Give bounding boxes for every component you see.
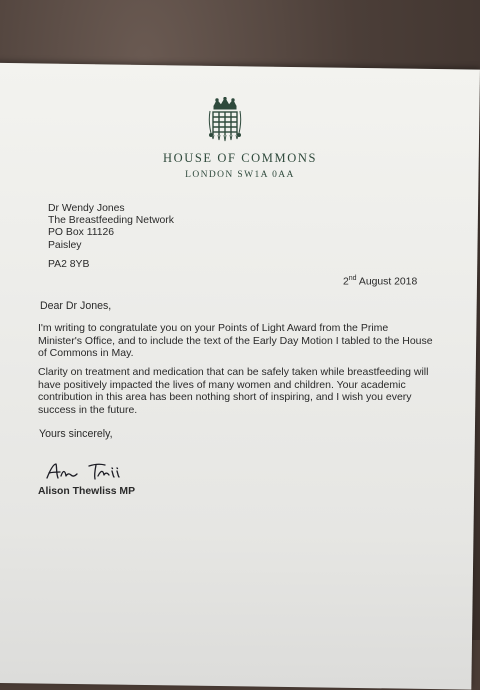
recipient-line: Paisley — [48, 239, 82, 251]
paragraph-line: Minister's Office, and to include the text of the Early Day Motion I tabled to the House — [38, 334, 433, 347]
date-day: 2 — [343, 276, 349, 288]
handwritten-signature — [43, 458, 133, 484]
letter-date — [343, 275, 417, 287]
paragraph-2 — [38, 366, 438, 416]
recipient-line: Dr Wendy Jones — [48, 203, 125, 214]
portcullis-crest-icon — [206, 97, 244, 143]
salutation: Dear Dr Jones, — [40, 300, 112, 312]
letterhead-address: LONDON SW1A 0AA — [185, 170, 295, 180]
letterhead-title: HOUSE OF COMMONS — [162, 151, 318, 165]
date-month-year: August 2018 — [356, 276, 418, 288]
date-suffix: nd — [348, 275, 357, 282]
recipient-postcode: PA2 8YB — [48, 259, 90, 270]
paragraph-line: contribution in this area has been nothing short of inspiring, and I wish you every — [38, 391, 412, 404]
signatory-name: Alison Thewliss MP — [38, 486, 135, 497]
paragraph-line: have positively impacted the lives of many women and children. Your academic — [38, 378, 406, 391]
recipient-line: PO Box 11126 — [48, 227, 115, 239]
recipient-line: The Breastfeeding Network — [48, 215, 174, 227]
paragraph-line: of Commons in May. — [38, 347, 134, 360]
paragraph-line: success in the future. — [38, 403, 138, 416]
paragraph-line: I'm writing to congratulate you on your Points of Light Award from the Prime — [38, 322, 389, 334]
paragraph-1 — [38, 322, 438, 360]
recipient-address — [48, 203, 174, 252]
closing: Yours sincerely, — [39, 428, 113, 440]
paragraph-line: Clarity on treatment and medication that can be safely taken while breastfeeding will — [38, 366, 429, 378]
